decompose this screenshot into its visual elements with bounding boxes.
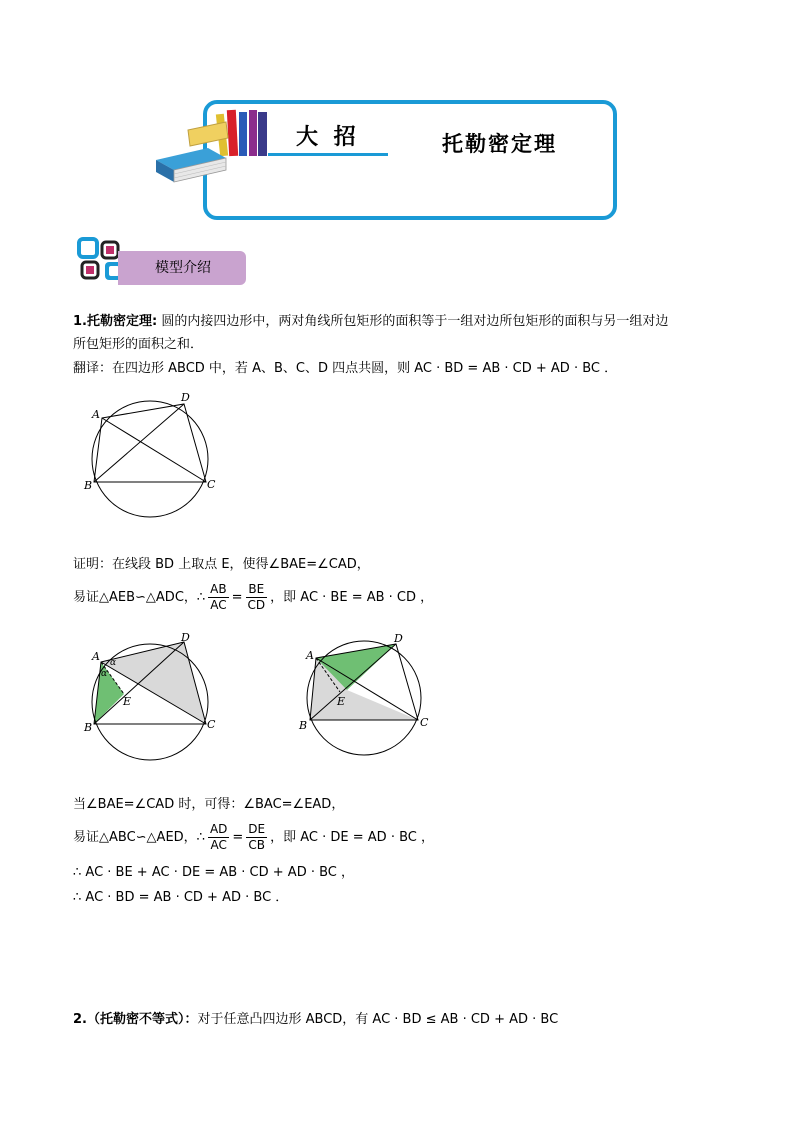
proof2-line2-pre: 易证△ABC∽△AED，∴ <box>73 830 205 845</box>
equals-sign: = <box>231 590 243 605</box>
figure-3 <box>296 632 436 762</box>
fig3-label-e: E <box>337 695 346 708</box>
proof-line2 <box>73 582 433 614</box>
fig3-label-d: D <box>394 632 403 645</box>
frac-numerator: AD <box>209 822 228 836</box>
fig1-label-b: B <box>84 479 93 492</box>
fig3-label-a: A <box>306 649 314 662</box>
fig1-label-c: C <box>207 478 216 491</box>
fig2-label-d: D <box>181 632 190 644</box>
proof2-line2-post: ，即 AC · DE = AD · BC ， <box>270 830 434 845</box>
frac-denominator: AC <box>210 838 227 852</box>
para2-line <box>73 1011 558 1029</box>
fig2-alpha-1: α <box>110 658 117 668</box>
para1-text-line1: 圆的内接四边形中，两对角线所包矩形的面积等于一组对边所包矩形的面积与另一组对边 <box>157 314 669 329</box>
header-title-right: 托勒密定理 <box>442 131 557 156</box>
section-label: 模型介绍 <box>155 260 211 276</box>
equals-sign: = <box>232 830 244 845</box>
header-underline <box>268 153 388 156</box>
proof-line2-pre: 易证△AEB∽△ADC，∴ <box>73 590 206 605</box>
proof2-line2 <box>73 822 434 854</box>
para2-text: 对于任意凸四边形 ABCD，有 AC · BD ≤ AB · CD + AD · BC <box>197 1012 559 1027</box>
fig3-label-b: B <box>299 719 308 732</box>
fig2-label-a: A <box>92 650 100 663</box>
figure-1 <box>80 388 220 523</box>
proof-line1: 证明：在线段 BD 上取点 E，使得∠BAE=∠CAD， <box>73 557 370 572</box>
proof-fraction-1 <box>208 582 228 613</box>
proof-fraction-2 <box>246 582 268 613</box>
proof2-line4: ∴ AC · BD = AB · CD + AD · BC ． <box>73 890 289 905</box>
proof2-fraction-2 <box>246 822 267 853</box>
fig1-label-d: D <box>181 391 190 404</box>
para1-translation: 翻译：在四边形 ABCD 中，若 A、B、C、D 四点共圆，则 AC · BD = AB · CD + AD · BC ． <box>73 361 618 376</box>
frac-denominator: AC <box>210 598 227 612</box>
frac-denominator: CD <box>247 598 266 612</box>
fig1-label-a: A <box>92 408 100 421</box>
books-icon <box>148 108 273 190</box>
fig2-label-c: C <box>207 718 216 731</box>
frac-denominator: CB <box>248 838 266 852</box>
para1-line2: 所包矩形的面积之和． <box>73 337 204 352</box>
fig2-label-b: B <box>84 721 93 734</box>
para1-line1 <box>73 313 668 331</box>
para1-heading: 1.托勒密定理: <box>73 314 158 329</box>
proof2-line1: 当∠BAE=∠CAD 时，可得：∠BAC=∠EAD， <box>73 797 345 812</box>
fig2-alpha-2: α <box>101 669 108 679</box>
frac-numerator: AB <box>210 582 227 596</box>
fig3-label-c: C <box>420 716 429 729</box>
fig2-label-e: E <box>123 695 132 708</box>
frac-numerator: DE <box>248 822 266 836</box>
figure-2 <box>80 632 220 762</box>
frac-numerator: BE <box>246 582 268 598</box>
para2-heading: 2.（托勒密不等式）： <box>73 1012 198 1027</box>
proof2-line3: ∴ AC · BE + AC · DE = AB · CD + AD · BC ， <box>73 865 355 880</box>
proof2-fraction-1 <box>208 822 229 853</box>
header-title-left: 大 招 <box>296 124 360 150</box>
proof-line2-post: ，即 AC · BE = AB · CD ， <box>270 590 434 605</box>
